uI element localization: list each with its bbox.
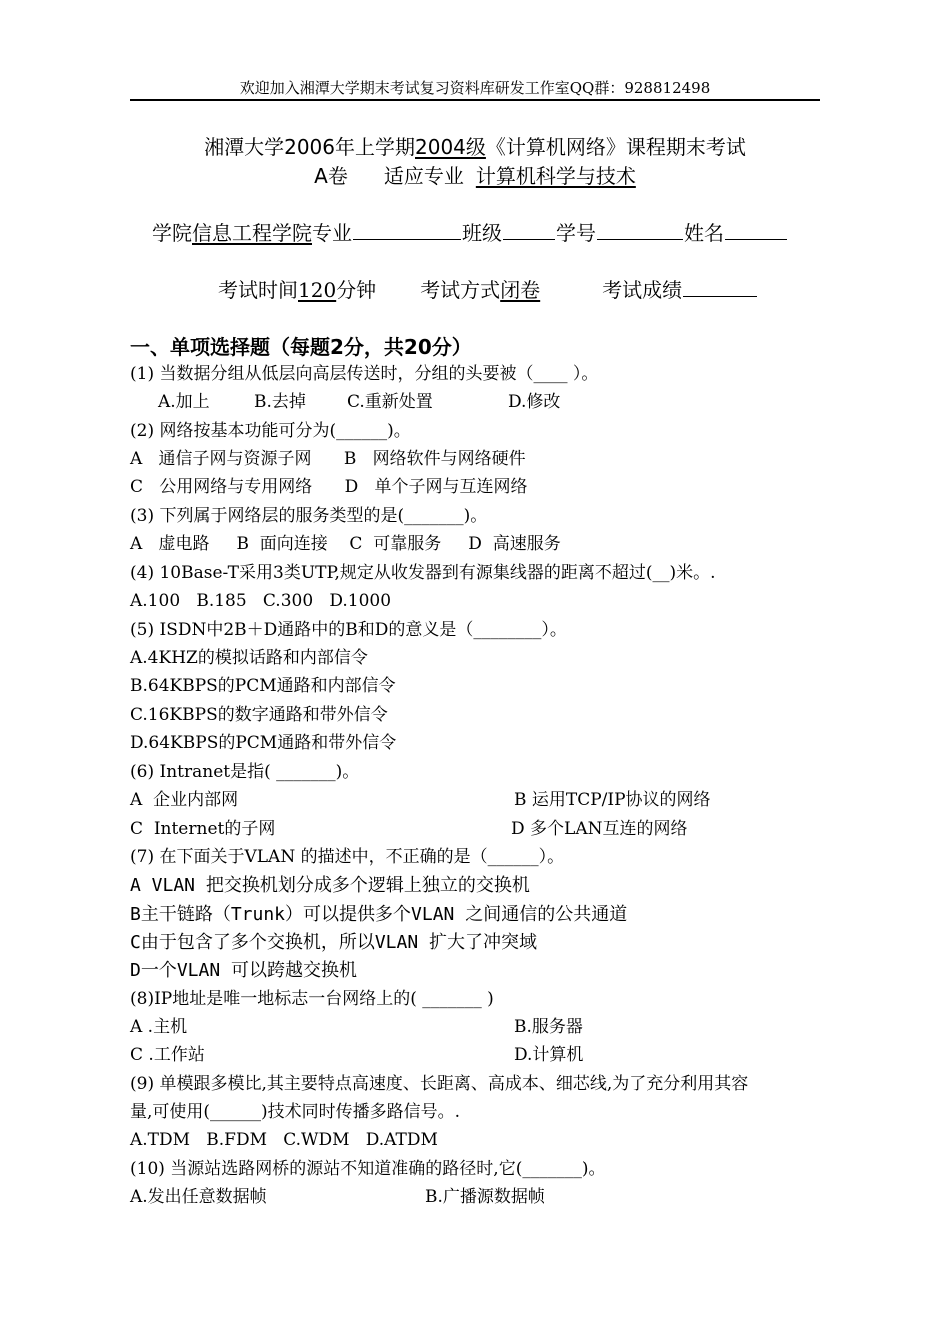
question-9-options: A.TDM B.FDM C.WDM D.ATDM: [130, 1130, 438, 1150]
question-8-option-b: B.服务器: [514, 1017, 583, 1037]
exam-title: [0, 133, 950, 161]
question-4: (4) 10Base-T采用3类UTP,规定从收发器到有源集线器的距离不超过(__)米。.: [130, 563, 716, 583]
question-7-option-a: A VLAN 把交换机划分成多个逻辑上独立的交换机: [130, 875, 530, 896]
question-9-line-2: 量,可使用(______)技术同时传播多路信号。.: [130, 1102, 461, 1122]
question-7-option-b: B主干链路（Trunk）可以提供多个VLAN 之间通信的公共通道: [130, 904, 628, 925]
question-6-option-d: D 多个LAN互连的网络: [511, 819, 688, 839]
major-value: 计算机科学与技术: [475, 164, 636, 188]
question-1-option-d: D.修改: [508, 392, 561, 412]
question-2: (2) 网络按基本功能可分为(______)。: [130, 421, 411, 441]
time-value: 120: [298, 278, 337, 302]
major-field-blank[interactable]: [353, 221, 461, 240]
exam-title-suffix: 《计算机网络》课程期末考试: [485, 135, 746, 159]
name-field-blank[interactable]: [725, 221, 787, 240]
exam-grade: 2004级: [415, 135, 486, 159]
time-label: 考试时间: [218, 278, 298, 302]
page-header: 欢迎加入湘潭大学期末考试复习资料库研发工作室QQ群：928812498: [239, 79, 711, 97]
question-5-option-a: A.4KHZ的模拟话路和内部信令: [130, 648, 368, 668]
score-label: 考试成绩: [602, 278, 683, 302]
question-7-option-c: C由于包含了多个交换机，所以VLAN 扩大了冲突域: [130, 932, 538, 953]
exam-subtitle: [0, 162, 950, 190]
mode-label: 考试方式: [420, 278, 501, 302]
question-6: (6) Intranet是指( _______)。: [130, 762, 360, 782]
question-2-options-ab: A 通信子网与资源子网 B 网络软件与网络硬件: [130, 449, 526, 469]
question-8-option-c: C .工作站: [130, 1045, 205, 1065]
paper-label: A卷: [314, 164, 348, 188]
question-8: (8)IP地址是唯一地标志一台网络上的( _______ ): [130, 989, 494, 1009]
question-3: (3) 下列属于网络层的服务类型的是(_______)。: [130, 506, 488, 526]
class-label: 班级: [462, 221, 502, 245]
student-id-field-blank[interactable]: [597, 221, 683, 240]
major-field-label: 专业: [312, 221, 352, 245]
exam-title-prefix: 湘潭大学2006年上学期: [204, 135, 415, 159]
question-10: (10) 当源站选路网桥的源站不知道准确的路径时,它(_______)。: [130, 1159, 606, 1179]
question-9-line-1: (9) 单模跟多模比,其主要特点高速度、长距离、高成本、细芯线,为了充分利用其容: [130, 1074, 749, 1094]
question-1-option-a: A.加上: [158, 392, 210, 412]
question-5-option-c: C.16KBPS的数字通路和带外信令: [130, 705, 388, 725]
question-6-option-c: C Internet的子网: [130, 819, 276, 839]
question-1-option-b: B.去掉: [254, 392, 306, 412]
mode-value: 闭卷: [500, 278, 541, 302]
college-label: 学院: [152, 221, 192, 245]
question-5-option-d: D.64KBPS的PCM通路和带外信令: [130, 733, 397, 753]
question-2-options-cd: C 公用网络与专用网络 D 单个子网与互连网络: [130, 477, 528, 497]
time-unit: 分钟: [336, 278, 377, 302]
question-10-option-b: B.广播源数据帧: [425, 1187, 545, 1207]
question-6-option-a: A 企业内部网: [130, 790, 239, 810]
name-label: 姓名: [684, 221, 724, 245]
question-5-option-b: B.64KBPS的PCM通路和内部信令: [130, 676, 396, 696]
question-1: (1) 当数据分组从低层向高层传送时，分组的头要被（____ ）。: [130, 364, 599, 384]
question-10-option-a: A.发出任意数据帧: [130, 1187, 267, 1207]
score-field-blank[interactable]: [683, 278, 757, 297]
question-7-option-d: D一个VLAN 可以跨越交换机: [130, 960, 358, 981]
question-8-option-a: A .主机: [130, 1017, 188, 1037]
question-4-options: A.100 B.185 C.300 D.1000: [130, 591, 392, 611]
header-divider: [130, 99, 820, 101]
student-info-row: [152, 219, 788, 247]
question-3-options: A 虚电路 B 面向连接 C 可靠服务 D 高速服务: [130, 534, 561, 554]
question-6-option-b: B 运用TCP/IP协议的网络: [514, 790, 711, 810]
college-value: 信息工程学院: [192, 221, 312, 245]
question-7: (7) 在下面关于VLAN 的描述中，不正确的是（______）。: [130, 847, 565, 867]
question-8-option-d: D.计算机: [514, 1045, 584, 1065]
student-id-label: 学号: [556, 221, 596, 245]
question-5: (5) ISDN中2B＋D通路中的B和D的意义是（________）。: [130, 620, 567, 640]
major-label: 适应专业: [383, 164, 464, 188]
question-1-option-c: C.重新处置: [347, 392, 433, 412]
class-field-blank[interactable]: [503, 221, 555, 240]
exam-meta-row: [218, 276, 758, 304]
section-title: 一、单项选择题（每题2分，共20分）: [130, 335, 472, 359]
